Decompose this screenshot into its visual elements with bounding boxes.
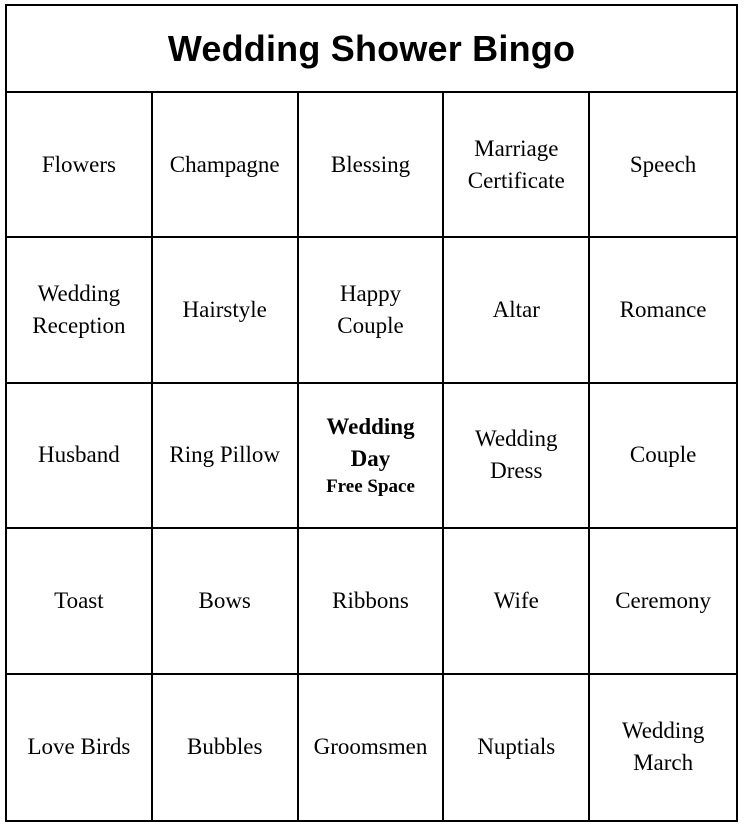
cell-label: Wedding Reception — [32, 281, 126, 339]
cell-label: Flowers — [41, 151, 116, 177]
cell-label: Wedding Dress — [475, 426, 558, 484]
free-space-cell[interactable] — [299, 384, 445, 529]
bingo-cell-3-2[interactable] — [153, 384, 299, 529]
bingo-cell-1-3[interactable] — [299, 93, 445, 238]
bingo-cell-5-1[interactable] — [7, 675, 153, 820]
bingo-cell-2-3[interactable] — [299, 238, 445, 383]
bingo-cell-4-5[interactable] — [590, 529, 736, 674]
bingo-cell-5-2[interactable] — [153, 675, 299, 820]
bingo-cell-5-5[interactable] — [590, 675, 736, 820]
bingo-cell-5-3[interactable] — [299, 675, 445, 820]
bingo-cell-2-5[interactable] — [590, 238, 736, 383]
bingo-cell-1-4[interactable] — [444, 93, 590, 238]
cell-label: Nuptials — [477, 734, 556, 760]
bingo-grid — [7, 93, 736, 820]
title-bar — [7, 6, 736, 93]
cell-label: Hairstyle — [182, 297, 267, 323]
cell-label: Blessing — [330, 151, 411, 177]
cell-label: Husband — [38, 442, 120, 468]
bingo-cell-3-1[interactable] — [7, 384, 153, 529]
cell-label: Groomsmen — [313, 734, 428, 760]
bingo-cell-3-5[interactable] — [590, 384, 736, 529]
cell-label: Wife — [493, 587, 539, 613]
cell-label: Bows — [198, 587, 251, 613]
cell-label: Happy Couple — [337, 281, 404, 339]
bingo-cell-2-1[interactable] — [7, 238, 153, 383]
cell-label: Ring Pillow — [169, 442, 280, 468]
bingo-card — [5, 4, 738, 822]
bingo-cell-4-1[interactable] — [7, 529, 153, 674]
cell-label: Couple — [629, 442, 697, 468]
bingo-cell-3-4[interactable] — [444, 384, 590, 529]
cell-label: Speech — [629, 151, 697, 177]
bingo-cell-4-2[interactable] — [153, 529, 299, 674]
bingo-cell-1-1[interactable] — [7, 93, 153, 238]
cell-label: Bubbles — [187, 734, 263, 760]
cell-label: Romance — [619, 297, 707, 323]
bingo-cell-4-3[interactable] — [299, 529, 445, 674]
free-space-title: Wedding Day — [326, 414, 415, 472]
bingo-cell-2-4[interactable] — [444, 238, 590, 383]
cell-label: Wedding March — [621, 718, 705, 776]
cell-label: Altar — [492, 297, 540, 323]
cell-label: Champagne — [169, 151, 280, 177]
page-title: Wedding Shower Bingo — [167, 27, 576, 69]
cell-label: Ceremony — [615, 587, 711, 613]
bingo-cell-1-2[interactable] — [153, 93, 299, 238]
cell-label: Marriage Certificate — [467, 135, 565, 193]
free-space-label: Free Space — [326, 476, 415, 498]
cell-label: Toast — [54, 587, 104, 613]
bingo-cell-5-4[interactable] — [444, 675, 590, 820]
cell-label: Love Birds — [27, 734, 131, 760]
bingo-cell-2-2[interactable] — [153, 238, 299, 383]
cell-label: Ribbons — [332, 587, 409, 613]
bingo-cell-4-4[interactable] — [444, 529, 590, 674]
bingo-cell-1-5[interactable] — [590, 93, 736, 238]
